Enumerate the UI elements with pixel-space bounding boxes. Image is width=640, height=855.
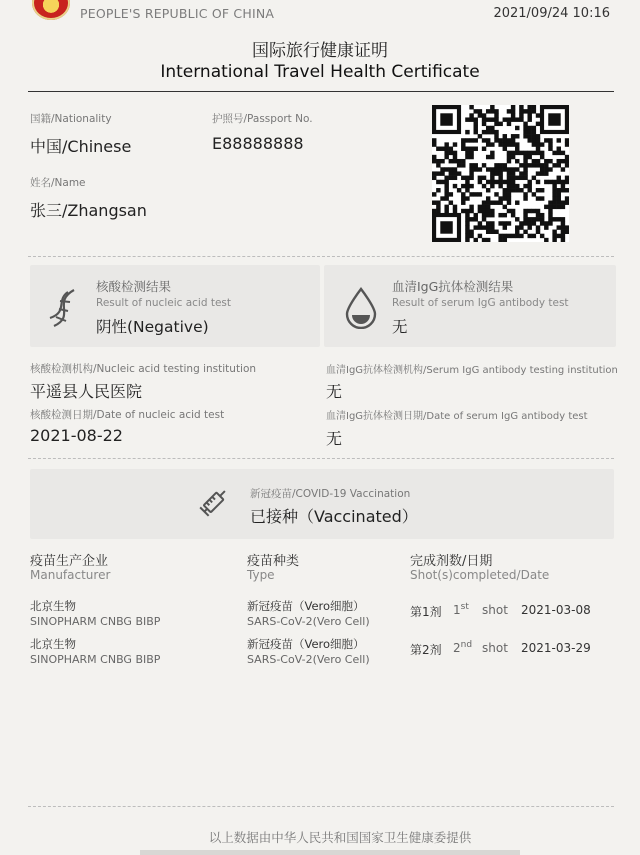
passport-value: E88888888 — [212, 134, 304, 153]
header-manufacturer-cn: 疫苗生产企业 — [30, 554, 109, 569]
antibody-title: 血清IgG抗体检测结果 — [392, 279, 514, 294]
antibody-date-label: 血清IgG抗体检测日期/Date of serum IgG antibody test — [326, 411, 588, 422]
antibody-institution-label: 血清IgG抗体检测机构/Serum IgG antibody testing institution — [326, 365, 618, 376]
syringe-icon — [198, 484, 232, 518]
header-shots-en: Shot(s)completed/Date — [410, 568, 550, 582]
dna-icon — [46, 288, 82, 328]
shot-ordinal-suffix: st — [460, 602, 469, 612]
vaccination-subtitle: 新冠疫苗/COVID-19 Vaccination — [250, 488, 411, 500]
shot-ordinal — [453, 640, 472, 655]
dose-date: 2021-03-29 — [521, 641, 591, 655]
nationality-value: 中国/Chinese — [30, 137, 132, 156]
antibody-subtitle: Result of serum IgG antibody test — [392, 297, 569, 309]
timestamp: 2021/09/24 10:16 — [493, 6, 610, 21]
nucleic-subtitle: Result of nucleic acid test — [96, 297, 232, 309]
manufacturer-en: SINOPHARM CNBG BIBP — [30, 653, 161, 666]
vaccine-type-cn: 新冠疫苗（Vero细胞） — [247, 637, 365, 651]
shot-word: shot — [482, 603, 508, 617]
divider — [28, 806, 614, 807]
vaccine-type-cn: 新冠疫苗（Vero细胞） — [247, 599, 365, 613]
page-title-en: International Travel Health Certificate — [160, 62, 480, 82]
manufacturer-cn: 北京生物 — [30, 599, 76, 613]
nucleic-date-label: 核酸检测日期/Date of nucleic acid test — [30, 409, 225, 421]
dose-label: 第2剂 — [410, 643, 442, 657]
footer-cutoff — [140, 850, 520, 855]
blood-drop-icon — [343, 287, 379, 329]
header-divider — [28, 91, 614, 92]
divider — [28, 458, 614, 459]
divider — [28, 256, 614, 257]
nationality-label: 国籍/Nationality — [30, 113, 112, 125]
shot-word: shot — [482, 641, 508, 655]
vaccine-type-en: SARS-CoV-2(Vero Cell) — [247, 653, 370, 666]
dose-label: 第1剂 — [410, 605, 442, 619]
passport-label: 护照号/Passport No. — [212, 113, 313, 125]
country-name: PEOPLE'S REPUBLIC OF CHINA — [80, 6, 275, 21]
header-shots-cn: 完成剂数/日期 — [410, 554, 493, 569]
antibody-date: 无 — [326, 429, 343, 448]
national-emblem-icon — [32, 0, 70, 20]
shot-ordinal — [453, 602, 469, 617]
nucleic-date: 2021-08-22 — [30, 426, 123, 445]
vaccination-status: 已接种（Vaccinated） — [250, 507, 418, 526]
shot-number: 2 — [453, 641, 461, 655]
manufacturer-cn: 北京生物 — [30, 637, 76, 651]
vaccine-type-en: SARS-CoV-2(Vero Cell) — [247, 615, 370, 628]
shot-ordinal-suffix: nd — [460, 640, 473, 650]
name-value: 张三/Zhangsan — [30, 201, 147, 220]
antibody-institution: 无 — [326, 382, 343, 401]
header-type-en: Type — [247, 568, 275, 582]
header-type-cn: 疫苗种类 — [247, 554, 300, 569]
name-label: 姓名/Name — [30, 177, 86, 189]
page-title-cn: 国际旅行健康证明 — [252, 41, 388, 61]
nucleic-result: 阴性(Negative) — [96, 318, 209, 336]
qr-code — [432, 105, 569, 242]
dose-date: 2021-03-08 — [521, 603, 591, 617]
manufacturer-en: SINOPHARM CNBG BIBP — [30, 615, 161, 628]
antibody-result: 无 — [392, 318, 408, 336]
nucleic-institution: 平遥县人民医院 — [30, 382, 143, 401]
footer-note: 以上数据由中华人民共和国国家卫生健康委提供 — [208, 830, 472, 845]
header-manufacturer-en: Manufacturer — [30, 568, 111, 582]
shot-number: 1 — [453, 603, 461, 617]
nucleic-institution-label: 核酸检测机构/Nucleic acid testing institution — [30, 363, 257, 375]
nucleic-title: 核酸检测结果 — [96, 279, 172, 294]
